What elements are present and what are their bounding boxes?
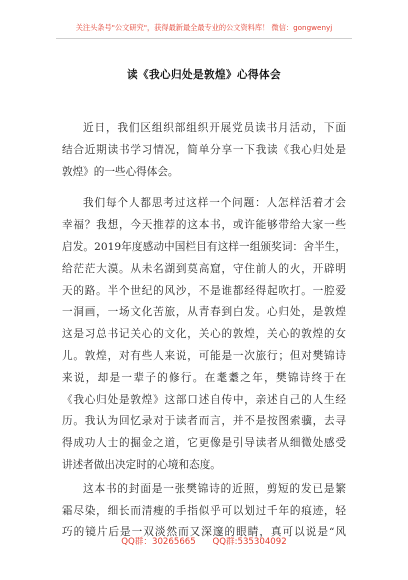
document-body <box>62 118 346 544</box>
text-line: 来说，却是一辈子的修行。在耄耋之年，樊锦诗终于在 <box>62 371 346 384</box>
text-line: 天的路。半个世纪的风沙，不是谁都经得起吹打。一腔爱 <box>62 284 346 297</box>
document-title: 读《我心归处是敦煌》心得体会 <box>127 69 281 81</box>
text-line: 《我心归处是敦煌》这部口述自传中，亲述自己的人生经 <box>62 393 346 406</box>
text-line: 儿。敦煌，对有些人来说，可能是一次旅行；但对樊锦诗 <box>62 349 346 362</box>
text-line: 得成功人士的掘金之道，它更像是引导读者从细微处感受 <box>62 437 346 450</box>
text-line: 我们每个人都思考过这样一个问题：人怎样活着才会 <box>83 197 346 210</box>
paragraph <box>62 118 346 183</box>
text-line: 启发。2019年度感动中国栏目有这样一组颁奖词：舍半生， <box>62 240 346 253</box>
text-line: 幸福？我想，今天推荐的这本书，或许能够带给大家一些 <box>62 219 346 232</box>
text-line: 给茫茫大漠。从未名湖到莫高窟，守住前人的火，开辟明 <box>62 262 346 275</box>
text-line: 霜尽染，细长而清瘦的手指似乎可以划过千年的痕迹，轻 <box>62 504 346 517</box>
header-note: 关注头条号"公文研究"，获得最新最全最专业的公文资料库！ 微信：gongwenyj <box>75 23 333 32</box>
text-line: 一洞画，一场文化苦旅，从青春到白发。心归处，是敦煌 <box>62 306 346 319</box>
paragraph-gap <box>62 183 346 193</box>
text-line: 讲述者做出决定时的心境和态度。 <box>62 458 221 471</box>
text-line: 敦煌》的一些心得体会。 <box>62 165 179 178</box>
header-divider <box>56 38 352 39</box>
text-line: 近日，我们区组织部组织开展党员读书月活动，下面 <box>83 122 346 134</box>
paragraph <box>62 193 346 476</box>
text-line: 这本书的封面是一张樊锦诗的近照，剪短的发已是繁 <box>83 482 346 495</box>
footer-qq-group-1: QQ群：30265665 <box>121 537 196 547</box>
text-line: 结合近期读书学习情况，简单分享一下我读《我心归处是 <box>62 143 346 156</box>
paragraph <box>62 479 346 544</box>
text-line: 历。我认为回忆录对于读者而言，并不是按图索骥，去寻 <box>62 415 346 428</box>
text-line: 巧的镜片后是一双淡然而又深邃的眼睛，真可以说是“风 <box>62 526 346 539</box>
footer-contact <box>0 537 408 548</box>
footer-qq-group-2: QQ群:535304092 <box>212 537 287 547</box>
text-line: 这是习总书记关心的文化，关心的敦煌，关心的敦煌的女 <box>62 328 346 341</box>
